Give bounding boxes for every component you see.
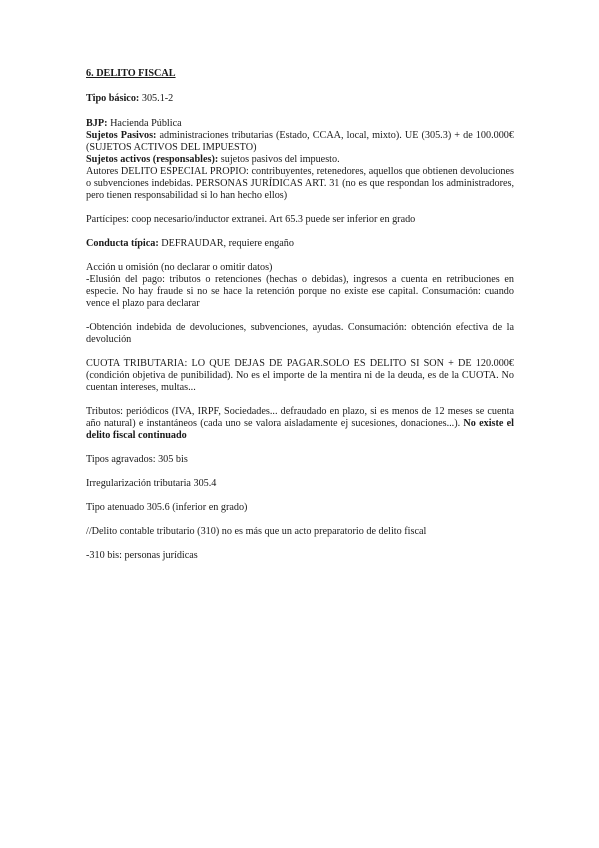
section-title: 6. DELITO FISCAL xyxy=(86,68,176,79)
tipo-atenuado: Tipo atenuado 305.6 (inferior en grado) xyxy=(86,502,248,513)
delito-contable: //Delito contable tributario (310) no es más que un acto preparatorio de delito fiscal xyxy=(86,526,427,537)
obtencion-indebida: -Obtención indebida de devoluciones, subvenciones, ayudas. Consumación: obtención efectiva de la devolución xyxy=(86,322,514,345)
document-page xyxy=(86,68,514,562)
tipos-agravados: Tipos agravados: 305 bis xyxy=(86,454,188,465)
bjp: BJP: Hacienda Pública xyxy=(86,118,182,129)
autores: Autores DELITO ESPECIAL PROPIO: contribuyentes, retenedores, aquellos que obtienen devoluciones o subvenciones indebidas. PERSONAS JURÍDICAS ART. 31 (no es que respondan los administradores, pero tienen responsabilidad si lo han hecho ellos) xyxy=(86,166,514,201)
personas-juridicas: -310 bis: personas jurídicas xyxy=(86,550,198,561)
accion-omision: Acción u omisión (no declarar o omitir datos) xyxy=(86,262,273,273)
irregularizacion: Irregularización tributaria 305.4 xyxy=(86,478,217,489)
tributos: Tributos: periódicos (IVA, IRPF, Sociedades... defraudado en plazo, si es menos de 12 meses se cuenta año natural) e instantáneos (cada uno se valora aisladamente ej sucesiones, donaciones...). No existe el delito fiscal continuado xyxy=(86,406,514,441)
elusion-pago: -Elusión del pago: tributos o retenciones (hechas o debidas), ingresos a cuenta en retribuciones en especie. No hay fraude si no se hace la retención porque no existe ese capital. Consumación: cuando vence el plazo para declarar xyxy=(86,274,514,309)
conducta-tipica: Conducta típica: DEFRAUDAR, requiere engaño xyxy=(86,238,294,249)
participes: Partícipes: coop necesario/inductor extranei. Art 65.3 puede ser inferior en grado xyxy=(86,214,416,225)
sujetos-activos: Sujetos activos (responsables): sujetos pasivos del impuesto. xyxy=(86,154,340,165)
sujetos-pasivos: Sujetos Pasivos: administraciones tributarias (Estado, CCAA, local, mixto). UE (305.3) + de 100.000€ (SUJETOS ACTIVOS DEL IMPUESTO) xyxy=(86,130,514,153)
cuota-tributaria: CUOTA TRIBUTARIA: LO QUE DEJAS DE PAGAR.SOLO ES DELITO SI SON + DE 120.000€ (condición objetiva de punibilidad). No es el importe de la mentira ni de la deuda, es de la CUOTA. No cuentan intereses, multas... xyxy=(86,358,514,393)
tipo-basico: Tipo básico: 305.1-2 xyxy=(86,93,174,104)
